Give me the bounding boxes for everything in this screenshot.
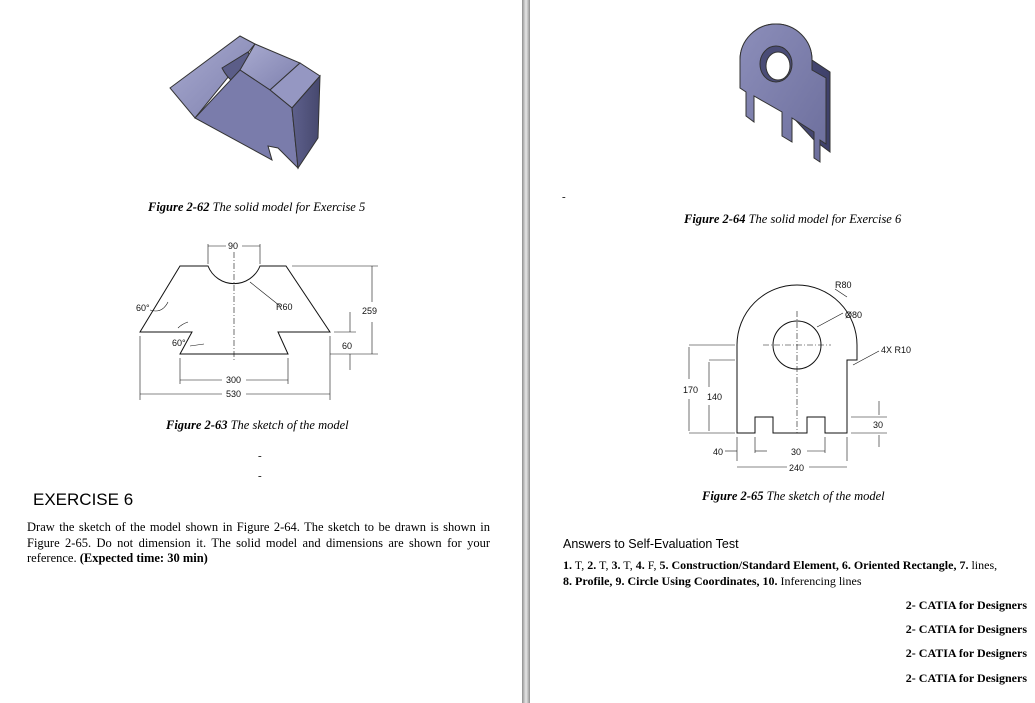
- answer-number: 9.: [615, 574, 625, 588]
- dim-30-bottom: 30: [791, 447, 802, 457]
- answer-text: Inferencing lines: [780, 574, 862, 588]
- answer-item: [563, 574, 612, 588]
- sketch-exercise-6: [675, 275, 925, 480]
- dim-angle-60-left: 60°: [136, 303, 150, 313]
- answer-item: [612, 558, 633, 572]
- answer-number: 2.: [587, 558, 597, 572]
- exercise-heading: EXERCISE 6: [33, 490, 134, 509]
- footer-line: 2- CATIA for Designers: [905, 671, 1027, 685]
- answer-number: 5.: [659, 558, 669, 572]
- figure-number: Figure 2-62: [148, 200, 210, 214]
- figure-number: Figure 2-64: [684, 212, 746, 226]
- answer-text: T,: [574, 558, 585, 572]
- figure-number: Figure 2-65: [702, 489, 764, 503]
- dim-170: 170: [683, 385, 699, 395]
- answer-text: Oriented Rectangle,: [853, 558, 957, 572]
- dim-r80: R80: [835, 280, 852, 290]
- answer-number: 3.: [611, 558, 621, 572]
- answer-text: T,: [623, 558, 633, 572]
- dim-90: 90: [228, 241, 239, 251]
- footer-line: 2- CATIA for Designers: [905, 598, 1027, 612]
- answer-text: lines,: [971, 558, 998, 572]
- figure-number: Figure 2-63: [166, 418, 228, 432]
- answer-text: T,: [599, 558, 609, 572]
- answer-item: [615, 574, 759, 588]
- answer-item: [587, 558, 608, 572]
- right-page: [530, 0, 1035, 703]
- answer-number: 8.: [563, 574, 572, 588]
- figure-2-62-caption: [148, 200, 365, 215]
- figure-2-65-caption: [702, 489, 885, 504]
- answer-number: 6.: [841, 558, 851, 572]
- page-divider: [522, 0, 530, 703]
- answer-item: [563, 558, 584, 572]
- dim-259: 259: [362, 306, 378, 316]
- answers-title: Answers to Self-Evaluation Test: [563, 537, 739, 551]
- figure-caption-text: The sketch of the model: [766, 489, 885, 503]
- figure-caption-text: The solid model for Exercise 6: [748, 212, 902, 226]
- dash-mark: -: [562, 191, 566, 203]
- figure-caption-text: The sketch of the model: [230, 418, 349, 432]
- answer-text: Construction/Standard Element,: [671, 558, 839, 572]
- answer-number: 1.: [563, 558, 572, 572]
- dash-mark: -: [258, 470, 262, 482]
- answer-number: 10.: [762, 574, 778, 588]
- solid-model-exercise-5: [160, 28, 360, 178]
- sketch-exercise-5: [130, 232, 390, 402]
- answer-number: 7.: [959, 558, 969, 572]
- answer-text: Circle Using Coordinates,: [627, 574, 760, 588]
- dim-300: 300: [226, 375, 242, 385]
- dim-angle-60-inner: 60°: [172, 338, 186, 348]
- exercise-paragraph: [27, 520, 490, 567]
- figure-2-63-caption: [166, 418, 349, 433]
- answers-list: [563, 557, 1003, 589]
- dim-30-right: 30: [873, 420, 884, 430]
- dim-240: 240: [789, 463, 805, 473]
- footer-line: 2- CATIA for Designers: [905, 646, 1027, 660]
- dim-40: 40: [713, 447, 724, 457]
- figure-caption-text: The solid model for Exercise 5: [212, 200, 366, 214]
- dash-mark: -: [258, 450, 262, 462]
- solid-model-exercise-6: [730, 12, 870, 172]
- dim-r60: R60: [276, 302, 293, 312]
- paragraph-text: Draw the sketch of the model shown in Figure 2-64. The sketch to be drawn is shown in Figure 2-65. Do not dimension it. The solid model and dimensions are shown for your reference.: [27, 520, 490, 565]
- answer-item: [842, 558, 957, 572]
- answer-item: [959, 558, 997, 572]
- dim-4x-r10: 4X R10: [881, 345, 912, 355]
- dim-530: 530: [226, 389, 242, 399]
- dim-60: 60: [342, 341, 353, 351]
- dim-diameter-80: Ø80: [845, 310, 863, 320]
- answer-text: Profile,: [575, 574, 613, 588]
- figure-2-64-caption: [684, 212, 901, 227]
- footer-line: 2- CATIA for Designers: [905, 622, 1027, 636]
- dim-140: 140: [707, 392, 723, 402]
- answer-item: [763, 574, 862, 588]
- answer-text: F,: [647, 558, 657, 572]
- answer-number: 4.: [635, 558, 645, 572]
- expected-time: (Expected time: 30 min): [79, 551, 208, 565]
- answer-item: [659, 558, 838, 572]
- answer-item: [636, 558, 657, 572]
